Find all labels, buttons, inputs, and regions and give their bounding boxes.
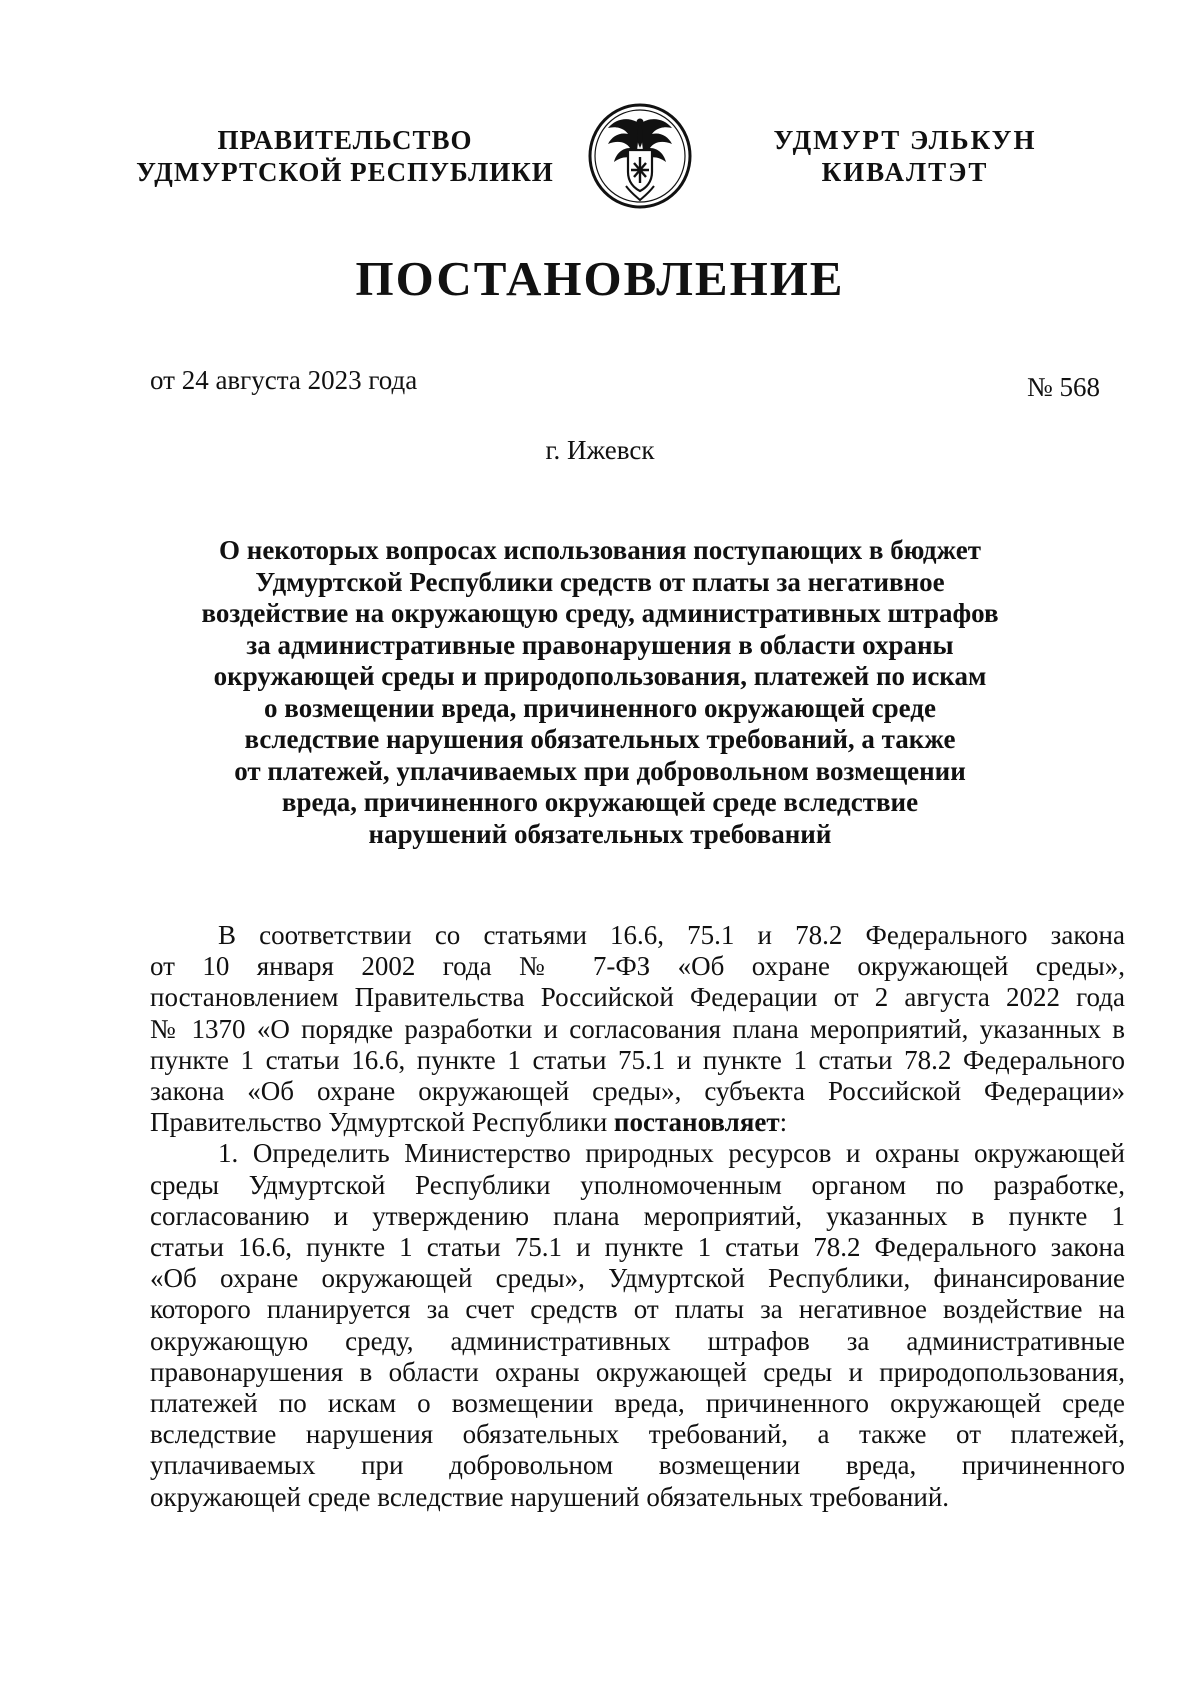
preamble-colon: :: [779, 1107, 788, 1138]
document-number: № 568: [1026, 372, 1100, 402]
title-line: за административные правонарушения в области охраны: [246, 629, 954, 660]
preamble-last-line: [150, 1107, 1125, 1138]
title-line: от платежей, уплачиваемых при добровольном возмещении: [234, 755, 966, 786]
item-1-line: вследствие нарушения обязательных требований, а также от платежей,: [150, 1419, 1125, 1450]
document-date: от 24 августа 2023 года: [150, 365, 418, 395]
resolves-keyword: постановляет: [613, 1107, 780, 1138]
item-1-line: окружающую среду, административных штрафов за административные: [150, 1325, 1125, 1356]
item-1-line: окружающей среде вследствие нарушений обязательных требований.: [150, 1481, 950, 1512]
title-line: вреда, причиненного окружающей среде вследствие: [281, 787, 919, 817]
title-line: о возмещении вреда, причиненного окружающей среде: [264, 692, 936, 723]
issuer-udmurt-line-1: УДМУРТ ЭЛЬКУН: [773, 125, 1037, 155]
issuer-line-1: ПРАВИТЕЛЬСТВО: [217, 125, 473, 155]
preamble-last-text: Правительство Удмуртской Республики: [150, 1107, 614, 1138]
preamble-line: № 1370 «О порядке разработки и согласования плана мероприятий, указанных в: [150, 1013, 1125, 1044]
item-1-line: 1. Определить Министерство природных ресурсов и охраны окружающей: [218, 1138, 1125, 1169]
title-line: Удмуртской Республики средств от платы за негативное: [255, 566, 945, 597]
item-1-line: правонарушения в области охраны окружающей среды и природопользования,: [150, 1356, 1125, 1387]
item-1-line: которого планируется за счет средств от платы за негативное воздействие на: [150, 1294, 1125, 1325]
item-1-paragraph: [150, 1138, 1125, 1512]
document-city: г. Ижевск: [545, 435, 655, 465]
item-1-line: статьи 16.6, пункте 1 статьи 75.1 и пункте 1 статьи 78.2 Федерального закона: [150, 1232, 1125, 1263]
preamble-line: В соответствии со статьями 16.6, 75.1 и 78.2 Федерального закона: [218, 920, 1125, 950]
preamble-line: пункте 1 статьи 16.6, пункте 1 статьи 75.1 и пункте 1 статьи 78.2 Федерального: [150, 1044, 1125, 1075]
title-line: нарушений обязательных требований: [368, 818, 832, 849]
item-1-line: уплачиваемых при добровольном возмещении вреда, причиненного: [150, 1450, 1125, 1481]
title-line: окружающей среды и природопользования, платежей по искам: [213, 661, 987, 691]
item-1-line: среды Удмуртской Республики уполномоченным органом по разработке,: [150, 1169, 1125, 1200]
preamble-line: постановлением Правительства Российской Федерации от 2 августа 2022 года: [150, 982, 1125, 1013]
item-1-line: согласованию и утверждению плана мероприятий, указанных в пункте 1: [150, 1200, 1125, 1231]
issuer-name-russian: [110, 124, 580, 188]
issuer-line-2: УДМУРТСКОЙ РЕСПУБЛИКИ: [136, 157, 554, 187]
item-1-line: «Об охране окружающей среды», Удмуртской Республики, финансирование: [150, 1263, 1125, 1294]
title-line: воздействие на окружающую среду, административных штрафов: [201, 598, 999, 628]
preamble-line: закона «Об охране окружающей среды», субъекта Российской Федерации»: [150, 1076, 1125, 1107]
document-type-heading: ПОСТАНОВЛЕНИЕ: [355, 251, 845, 306]
title-line: вследствие нарушения обязательных требований, а также: [244, 724, 956, 754]
document-title: [150, 535, 1050, 850]
issuer-udmurt-line-2: КИВАЛТЭТ: [821, 157, 989, 187]
preamble-paragraph: [150, 920, 1125, 1138]
document-body: [150, 920, 1125, 1513]
title-line: О некоторых вопросах использования поступающих в бюджет: [219, 535, 981, 565]
coat-of-arms-udmurtia-icon: [586, 102, 694, 210]
preamble-line: от 10 января 2002 года № 7-ФЗ «Об охране окружающей среды»,: [150, 951, 1125, 982]
item-1-line: платежей по искам о возмещении вреда, причиненного окружающей среде: [150, 1388, 1125, 1419]
issuer-name-udmurt: [740, 124, 1070, 188]
